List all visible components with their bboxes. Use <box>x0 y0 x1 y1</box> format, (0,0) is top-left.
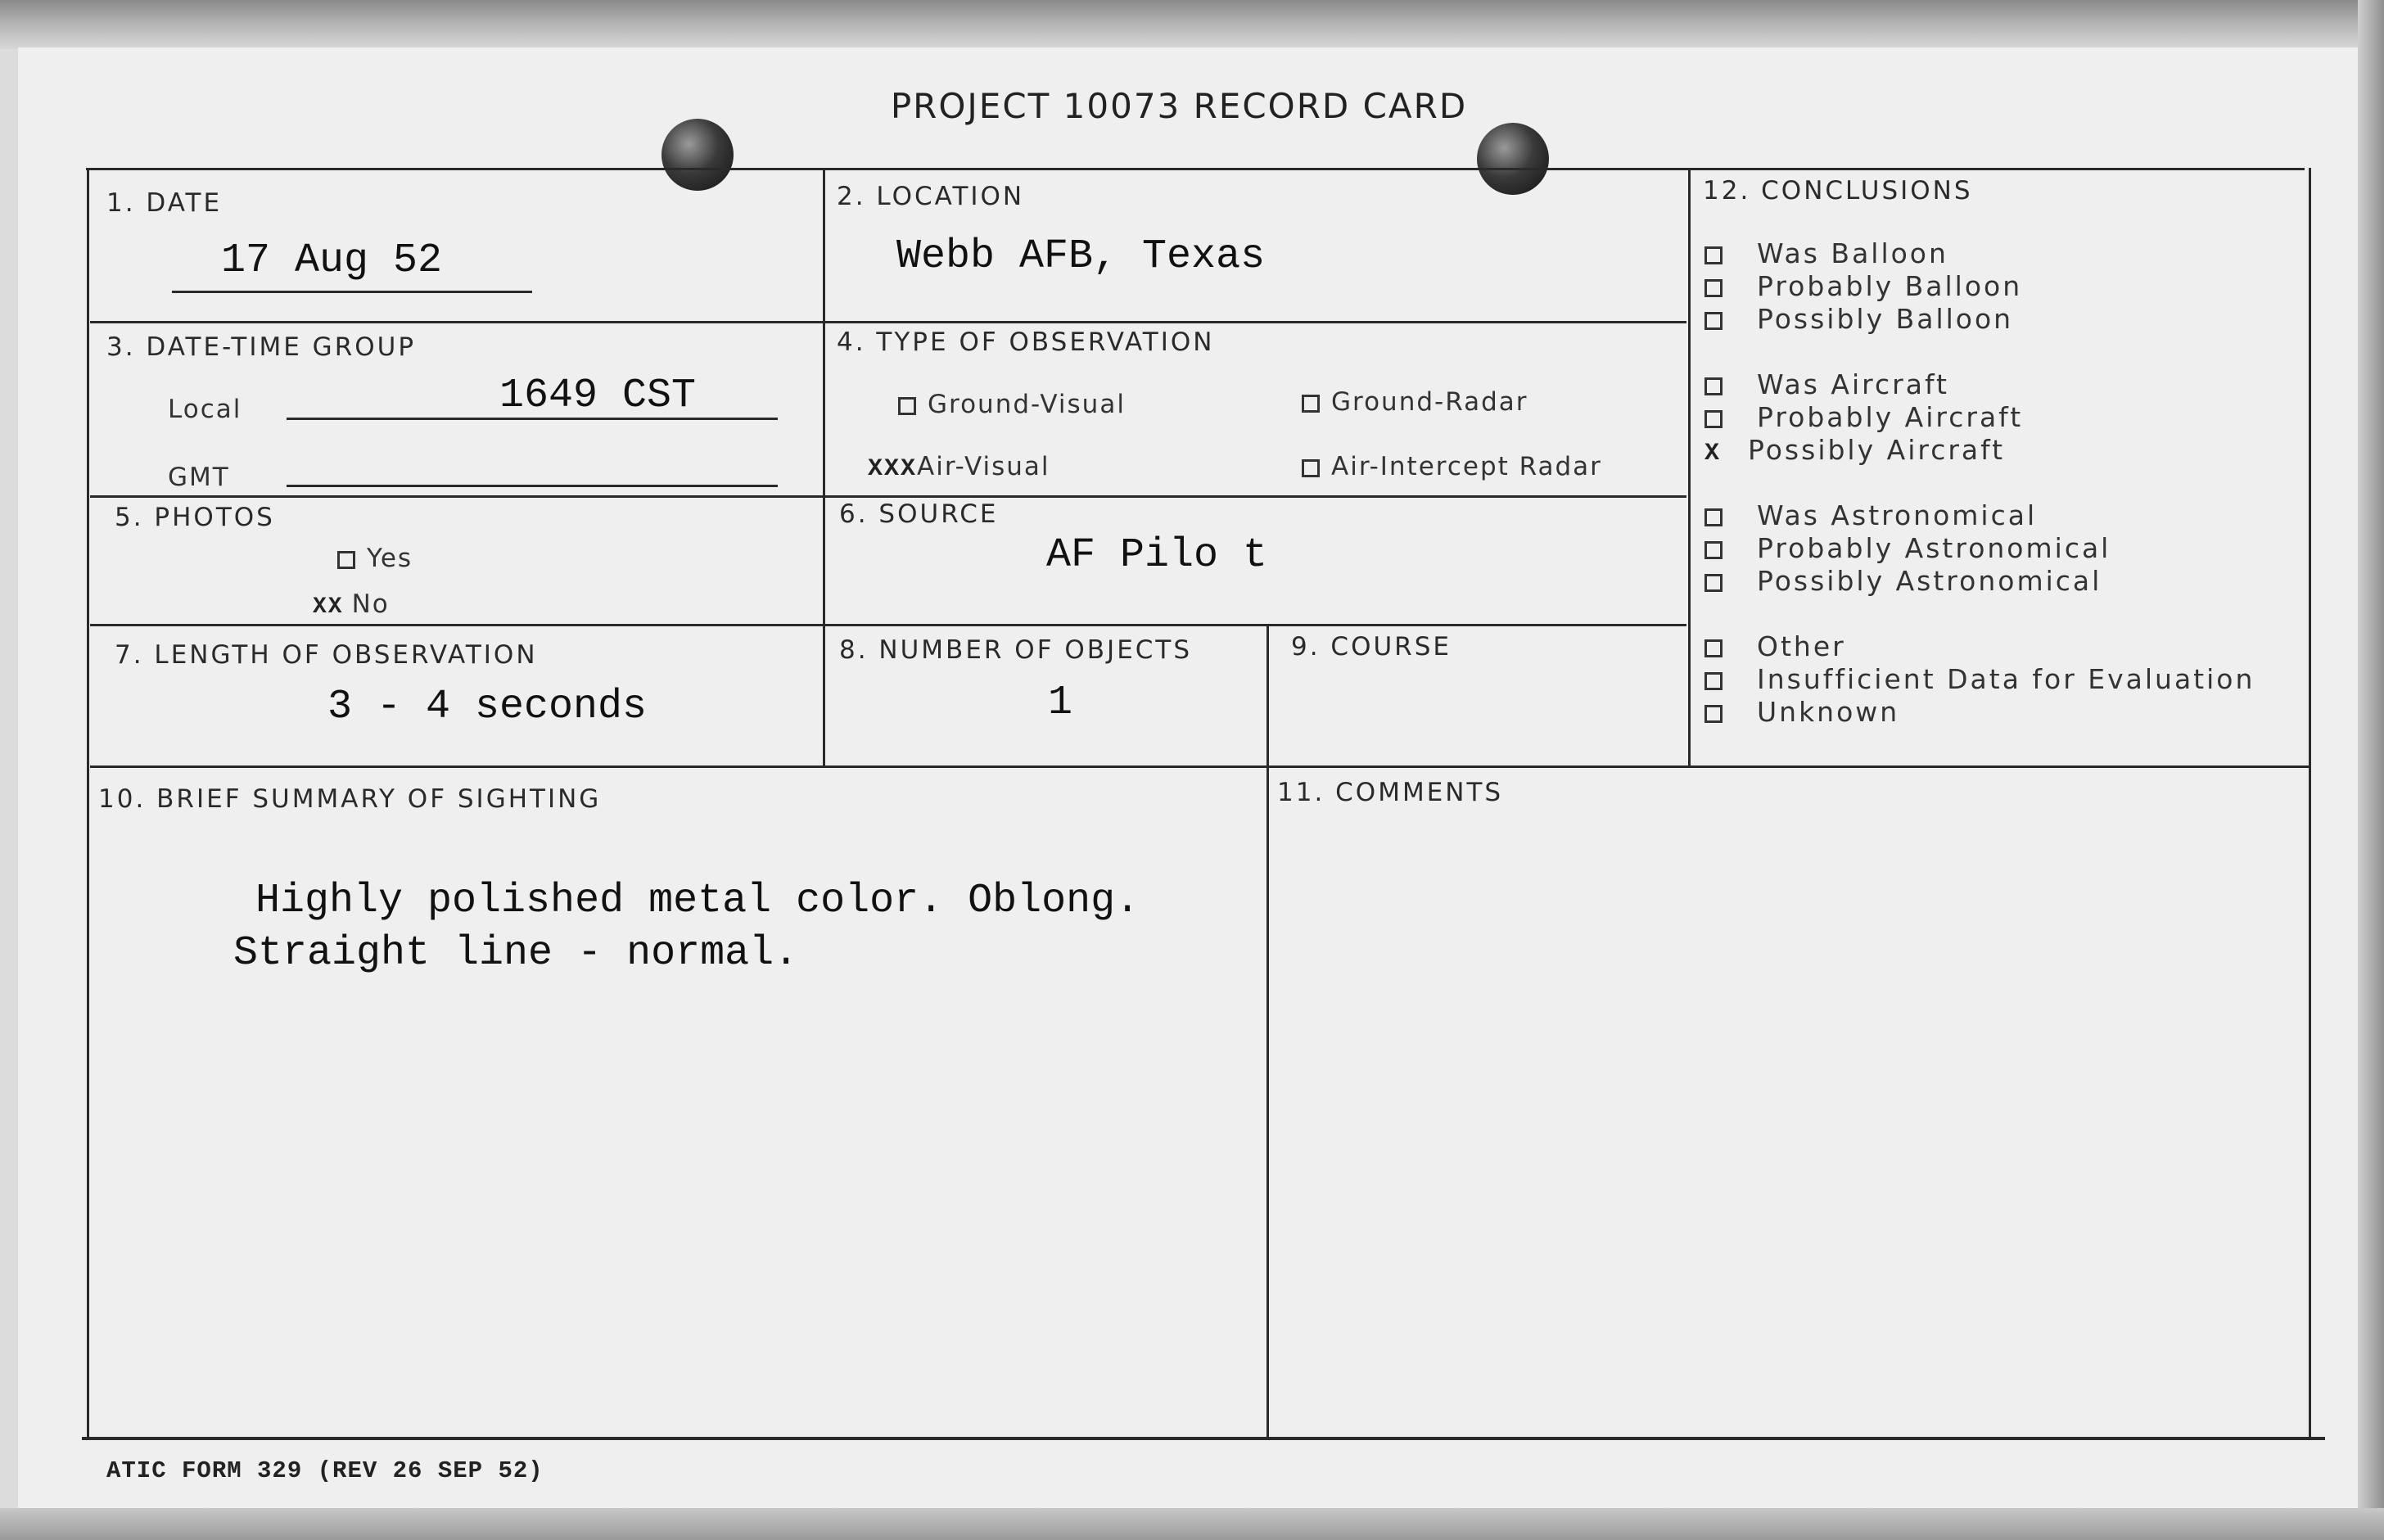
conclusion-option[interactable] <box>1704 630 1846 662</box>
conclusion-checkbox[interactable] <box>1704 246 1723 264</box>
ground-visual-checkbox[interactable] <box>898 397 916 415</box>
ground-radar-option[interactable] <box>1302 387 1528 417</box>
photos-yes-text: Yes <box>367 544 413 573</box>
conclusion-label: Probably Astronomical <box>1757 532 2111 564</box>
conclusion-check-mark: X <box>1704 440 1723 467</box>
location-label: 2. LOCATION <box>837 182 1025 211</box>
local-time-label: Local <box>168 395 242 424</box>
type-of-observation-label: 4. TYPE OF OBSERVATION <box>837 327 1215 357</box>
summary-line-1: Highly polished metal color. Oblong. <box>255 878 1140 924</box>
date-label: 1. DATE <box>106 188 223 218</box>
date-underline <box>172 291 532 293</box>
air-intercept-radar-checkbox[interactable] <box>1302 459 1320 477</box>
date-value: 17 Aug 52 <box>221 237 443 284</box>
conclusion-option[interactable] <box>1704 696 1899 728</box>
scan-border-bottom <box>0 1508 2384 1540</box>
conclusion-label: Possibly Astronomical <box>1757 565 2102 597</box>
conclusion-option[interactable] <box>1704 237 1948 269</box>
scan-border-top <box>0 0 2384 49</box>
number-of-objects-value: 1 <box>1048 680 1073 726</box>
ground-radar-checkbox[interactable] <box>1302 395 1320 413</box>
number-of-objects-label: 8. NUMBER OF OBJECTS <box>839 635 1193 665</box>
local-time-value: 1649 CST <box>499 373 697 419</box>
card-title: PROJECT 10073 RECORD CARD <box>890 86 1468 126</box>
row-divider-4 <box>90 765 2309 768</box>
length-of-observation-label: 7. LENGTH OF OBSERVATION <box>115 640 538 670</box>
conclusion-option[interactable] <box>1704 434 2005 467</box>
conclusion-label: Probably Aircraft <box>1757 401 2024 433</box>
photos-no-check-mark: XX <box>313 594 344 620</box>
conclusion-checkbox[interactable] <box>1704 377 1723 395</box>
location-value: Webb AFB, Texas <box>896 233 1266 280</box>
conclusion-label: Possibly Aircraft <box>1748 434 2006 466</box>
date-time-group-label: 3. DATE-TIME GROUP <box>106 332 417 362</box>
photos-no-option[interactable] <box>313 589 390 620</box>
conclusion-option[interactable] <box>1704 270 2022 302</box>
conclusion-label: Was Balloon <box>1757 237 1948 269</box>
air-visual-option[interactable] <box>868 452 1050 483</box>
conclusion-checkbox[interactable] <box>1704 705 1723 723</box>
conclusion-label: Probably Balloon <box>1757 270 2023 302</box>
right-border <box>2309 168 2311 1438</box>
conclusion-label: Unknown <box>1757 696 1900 728</box>
conclusion-option[interactable] <box>1704 532 2111 564</box>
col-divider-3 <box>1266 624 1269 1437</box>
conclusion-option[interactable] <box>1704 368 1949 400</box>
left-border <box>87 168 89 1438</box>
scan-border-right <box>2358 0 2384 1540</box>
rivet-right <box>1477 123 1549 195</box>
conclusion-option[interactable] <box>1704 565 2102 597</box>
conclusion-label: Other <box>1757 630 1846 662</box>
conclusion-option[interactable] <box>1704 401 2023 433</box>
photos-no-text: No <box>351 589 390 619</box>
conclusion-label: Possibly Balloon <box>1757 303 2014 335</box>
course-label: 9. COURSE <box>1291 632 1452 662</box>
photos-label: 5. PHOTOS <box>115 503 275 532</box>
conclusion-checkbox[interactable] <box>1704 279 1723 297</box>
conclusion-option[interactable] <box>1704 499 2037 531</box>
ground-visual-option[interactable] <box>898 390 1126 419</box>
source-label: 6. SOURCE <box>839 499 999 529</box>
air-intercept-radar-text: Air-Intercept Radar <box>1331 452 1602 481</box>
top-border <box>86 168 2305 170</box>
conclusion-checkbox[interactable] <box>1704 639 1723 657</box>
conclusion-option[interactable] <box>1704 663 2255 695</box>
comments-label: 11. COMMENTS <box>1277 778 1504 807</box>
gmt-label: GMT <box>168 463 230 492</box>
row-divider-2 <box>90 495 1686 498</box>
air-visual-text: Air-Visual <box>917 452 1050 481</box>
photos-yes-checkbox[interactable] <box>337 551 355 569</box>
conclusion-checkbox[interactable] <box>1704 410 1723 428</box>
ground-visual-text: Ground-Visual <box>928 390 1126 419</box>
row-divider-1 <box>90 321 1686 323</box>
photos-yes-option[interactable] <box>337 544 413 573</box>
source-value: AF Pilo t <box>1046 532 1268 579</box>
gmt-underline <box>287 485 778 487</box>
conclusion-label: Was Aircraft <box>1757 368 1949 400</box>
conclusion-option[interactable] <box>1704 303 2013 335</box>
bottom-border <box>82 1437 2325 1440</box>
col-divider-1 <box>823 168 825 765</box>
row-divider-3 <box>90 624 1686 626</box>
summary-line-2: Straight line - normal. <box>233 930 799 977</box>
rivet-left <box>661 119 734 191</box>
air-intercept-radar-option[interactable] <box>1302 452 1602 481</box>
conclusion-checkbox[interactable] <box>1704 672 1723 690</box>
length-of-observation-value: 3 - 4 seconds <box>327 684 648 730</box>
conclusion-checkbox[interactable] <box>1704 312 1723 330</box>
conclusion-label: Was Astronomical <box>1757 499 2038 531</box>
air-visual-check-mark: XXX <box>868 455 918 483</box>
ground-radar-text: Ground-Radar <box>1331 387 1528 417</box>
conclusion-checkbox[interactable] <box>1704 541 1723 559</box>
conclusion-checkbox[interactable] <box>1704 574 1723 592</box>
form-number: ATIC FORM 329 (REV 26 SEP 52) <box>106 1457 544 1484</box>
conclusion-label: Insufficient Data for Evaluation <box>1757 663 2255 695</box>
conclusions-label: 12. CONCLUSIONS <box>1703 176 1973 205</box>
summary-label: 10. BRIEF SUMMARY OF SIGHTING <box>98 784 602 814</box>
conclusion-checkbox[interactable] <box>1704 508 1723 526</box>
col-divider-2 <box>1688 168 1691 765</box>
